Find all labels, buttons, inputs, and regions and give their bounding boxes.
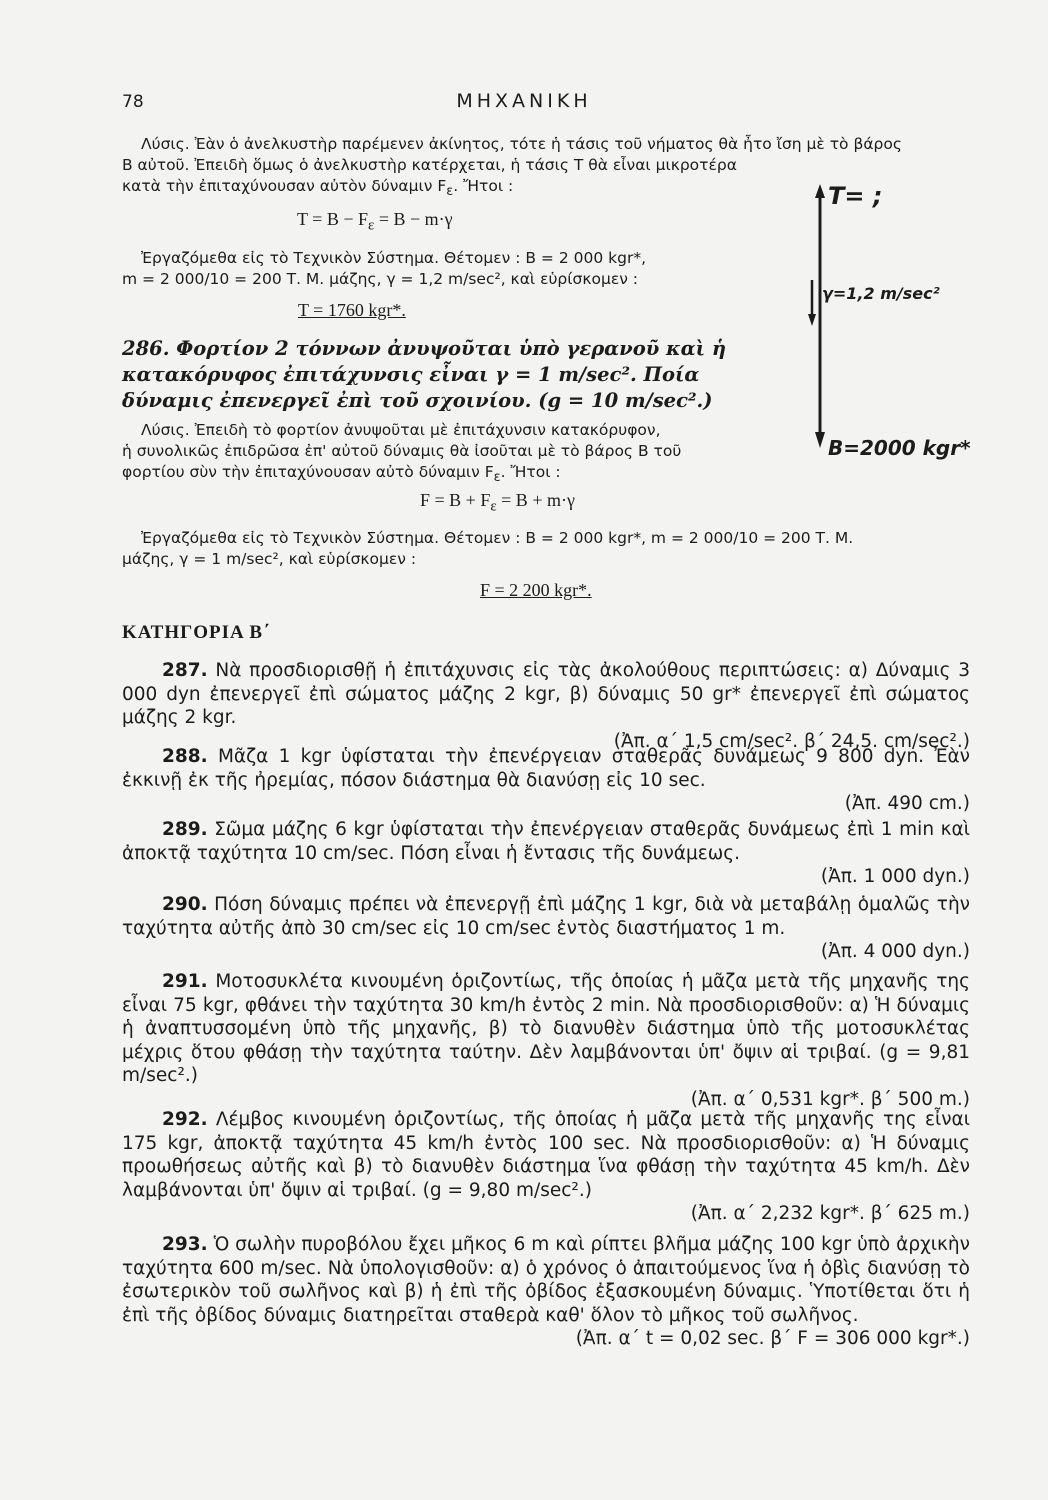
problem-answer: (Ἀπ. 4 000 dyn.) — [820, 941, 970, 962]
solution-286-line-3: φορτίου σὺν τὴν ἐπιταχύνουσαν αὐτὸ δύναμιν $F_\varepsilon$. Ἤτοι : — [122, 463, 561, 486]
weight-arrow-head — [815, 432, 825, 448]
problem-287 — [122, 659, 970, 753]
solution-285-line-3: κατὰ τὴν ἐπιταχύνουσαν αὐτὸν δύναμιν $F_\varepsilon$. Ἤτοι : — [122, 177, 514, 200]
problem-answer: (Ἀπ. α΄ 0,531 kgr*. β΄ 500 m.) — [690, 1088, 970, 1110]
solution-286-equation: $F = B + F_\varepsilon = B + m\cdot\gamma$ — [420, 490, 575, 515]
solution-285-line-1: Λύσις. Ἐὰν ὁ ἀνελκυστὴρ παρέμενεν ἀκίνητος, τότε ἡ τάσις τοῦ νήματος θὰ ἦτο ἴση μὲ τὸ βάρος — [141, 135, 902, 153]
weight-label: B=2000 kgr* — [828, 436, 971, 460]
problem-answer: (Ἀπ. α΄ t = 0,02 sec. β΄ F = 306 000 kgr*.) — [575, 1328, 970, 1349]
problem-answer: (Ἀπ. 490 cm.) — [844, 793, 970, 814]
problem-number: 288. — [162, 746, 208, 767]
acceleration-label: γ=1,2 m/sec² — [822, 284, 940, 303]
problem-answer: (Ἀπ. 1 000 dyn.) — [820, 866, 970, 887]
solution-286-line-1: Λύσις. Ἐπειδὴ τὸ φορτίον ἀνυψοῦται μὲ ἐπιτάχυνσιν κατακόρυφον, — [141, 421, 661, 439]
problem-answer: (Ἀπ. α΄ 1,5 cm/sec². β΄ 24,5. cm/sec².) — [613, 730, 970, 752]
solution-285-work-2: m = 2 000/10 = 200 Τ. Μ. μάζης, γ = 1,2 m/sec², καὶ εὑρίσκομεν : — [122, 270, 639, 288]
force-diagram — [790, 180, 1010, 480]
problem-292 — [122, 1108, 970, 1226]
problem-number: 287. — [162, 660, 208, 681]
solution-286-line-2: ἡ συνολικῶς ἐπιδρῶσα ἐπ' αὐτοῦ δύναμις θὰ ἰσοῦται μὲ τὸ βάρος Β τοῦ — [122, 442, 682, 460]
page-number: 78 — [122, 92, 144, 112]
problem-289 — [122, 818, 970, 889]
problem-text: Νὰ προσδιορισθῇ ἡ ἐπιτάχυνσις εἰς τὰς ἀκολούθους περιπτώσεις: α) Δύναμις 3 000 dyn ἐπενεργεῖ ἐπὶ σώματος μάζης 2 kgr, β) δύναμις 50 gr* ἐπενεργεῖ ἐπὶ σώματος μάζης 2 kgr. — [122, 660, 970, 728]
problem-288 — [122, 745, 970, 816]
force-arrows — [790, 180, 1010, 480]
category-heading: ΚΑΤΗΓΟΡΙΑ Β΄ — [122, 622, 271, 643]
solution-285-work-1: Ἐργαζόμεθα εἰς τὸ Τεχνικὸν Σύστημα. Θέτομεν : Β = 2 000 kgr*, — [141, 249, 647, 267]
acceleration-arrow-head — [808, 314, 816, 326]
tension-label: T= ; — [828, 182, 883, 210]
solution-286-work-1: Ἐργαζόμεθα εἰς τὸ Τεχνικὸν Σύστημα. Θέτομεν : Β = 2 000 kgr*, m = 2 000/10 = 200 Τ. Μ. — [141, 529, 854, 547]
solution-285-equation: $T = B - F_\varepsilon = B - m\cdot\gamma$ — [297, 209, 453, 234]
solution-285-result: T = 1760 kgr*. — [298, 300, 406, 320]
problem-291 — [122, 970, 970, 1111]
solution-286-work-2: μάζης, γ = 1 m/sec², καὶ εὑρίσκομεν : — [122, 550, 417, 568]
solution-285-line-2: Β αὐτοῦ. Ἐπειδὴ ὅμως ὁ ἀνελκυστὴρ κατέρχεται, ἡ τάσις Τ θὰ εἶναι μικροτέρα — [122, 156, 737, 174]
problem-number: 289. — [162, 819, 208, 840]
problem-text: Λέμβος κινουμένη ὁριζοντίως, τῆς ὁποίας ἡ μᾶζα μετὰ τῆς μηχανῆς της εἶναι 175 kgr, ἀποκτᾷ ταχύτητα 45 km/h ἐντὸς 100 sec. Νὰ προσδιορισθοῦν: α) Ἡ δύναμις προωθήσεως αὐτῆς καὶ β) τὸ διανυθὲν διάστημα ἵνα φθάσῃ τὴν ταχύτητα 45 km/h. Δὲν λαμβάνονται ὑπ' ὄψιν αἱ τριβαί. (g = 9,80 m/sec².) — [122, 1109, 970, 1201]
problem-text: Μᾶζα 1 kgr ὑφίσταται τὴν ἐπενέργειαν σταθερᾶς δυνάμεως 9 800 dyn. Ἐὰν ἐκκινῇ ἐκ τῆς ἠρεμίας, πόσον διάστημα θὰ διανύσῃ εἰς 10 sec. — [122, 746, 970, 791]
tension-arrow-head — [815, 184, 825, 198]
running-head: ΜΗΧΑΝΙΚΗ — [456, 90, 592, 112]
problem-number: 293. — [162, 1234, 208, 1255]
problem-293 — [122, 1233, 970, 1351]
solution-286-result: F = 2 200 kgr*. — [480, 580, 592, 600]
problem-286-statement: 286. Φορτίον 2 τόννων ἀνυψοῦται ὑπὸ γερανοῦ καὶ ἡ κατακόρυφος ἐπιτάχυνσις εἶναι γ = 1 m/sec². Ποία δύναμις ἐπενεργεῖ ἐπὶ τοῦ σχοινίου. (g = 10 m/sec².) — [122, 337, 727, 412]
problem-number: 290. — [162, 894, 208, 915]
problem-number: 292. — [162, 1109, 208, 1130]
problem-number: 291. — [162, 971, 208, 992]
problem-text: Πόση δύναμις πρέπει νὰ ἐπενεργῇ ἐπὶ μάζης 1 kgr, διὰ νὰ μεταβάλῃ ὁμαλῶς τὴν ταχύτητα αὐτῆς ἀπὸ 30 cm/sec εἰς 10 cm/sec ἐντὸς διαστήματος 1 m. — [122, 894, 971, 939]
problem-text: Ὁ σωλὴν πυροβόλου ἔχει μῆκος 6 m καὶ ρίπτει βλῆμα μάζης 100 kgr ὑπὸ ἀρχικὴν ταχύτητα 600 m/sec. Νὰ ὑπολογισθοῦν: α) ὁ χρόνος ὁ ἀπαιτούμενος ἵνα ἡ ὀβὶς διανύσῃ τὸ ἐσωτερικὸν τοῦ σωλῆνος καὶ β) ἡ ἐπὶ τῆς ὀβίδος ἐξασκουμένη δύναμις. Ὑποτίθεται ὅτι ἡ ἐπὶ τῆς ὀβίδος δύναμις διατηρεῖται σταθερὰ καθ' ὅλον τὸ μῆκος τοῦ σωλῆνος. — [122, 1234, 970, 1326]
problem-answer: (Ἀπ. α΄ 2,232 kgr*. β΄ 625 m.) — [690, 1203, 970, 1224]
problem-290 — [122, 893, 970, 964]
problem-text: Μοτοσυκλέτα κινουμένη ὁριζοντίως, τῆς ὁποίας ἡ μᾶζα μετὰ τῆς μηχανῆς της εἶναι 75 kgr, φθάνει τὴν ταχύτητα 30 km/h ἐντὸς 2 min. Νὰ προσδιορισθοῦν: α) Ἡ δύναμις ἡ ἀναπτυσσομένη ὑπὸ τῆς μηχανῆς, β) τὸ διανυθὲν διάστημα ὑπὸ τῆς μοτοσυκλέτας μέχρις ὅτου φθάσῃ τὴν ταχύτητα ταύτην. Δὲν λαμβάνονται ὑπ' ὄψιν αἱ τριβαί. (g = 9,81 m/sec².) — [122, 971, 970, 1086]
problem-text: Σῶμα μάζης 6 kgr ὑφίσταται τὴν ἐπενέργειαν σταθερᾶς δυνάμεως ἐπὶ 1 min καὶ ἀποκτᾷ ταχύτητα 10 cm/sec. Πόση εἶναι ἡ ἔντασις τῆς δυνάμεως. — [122, 819, 970, 864]
